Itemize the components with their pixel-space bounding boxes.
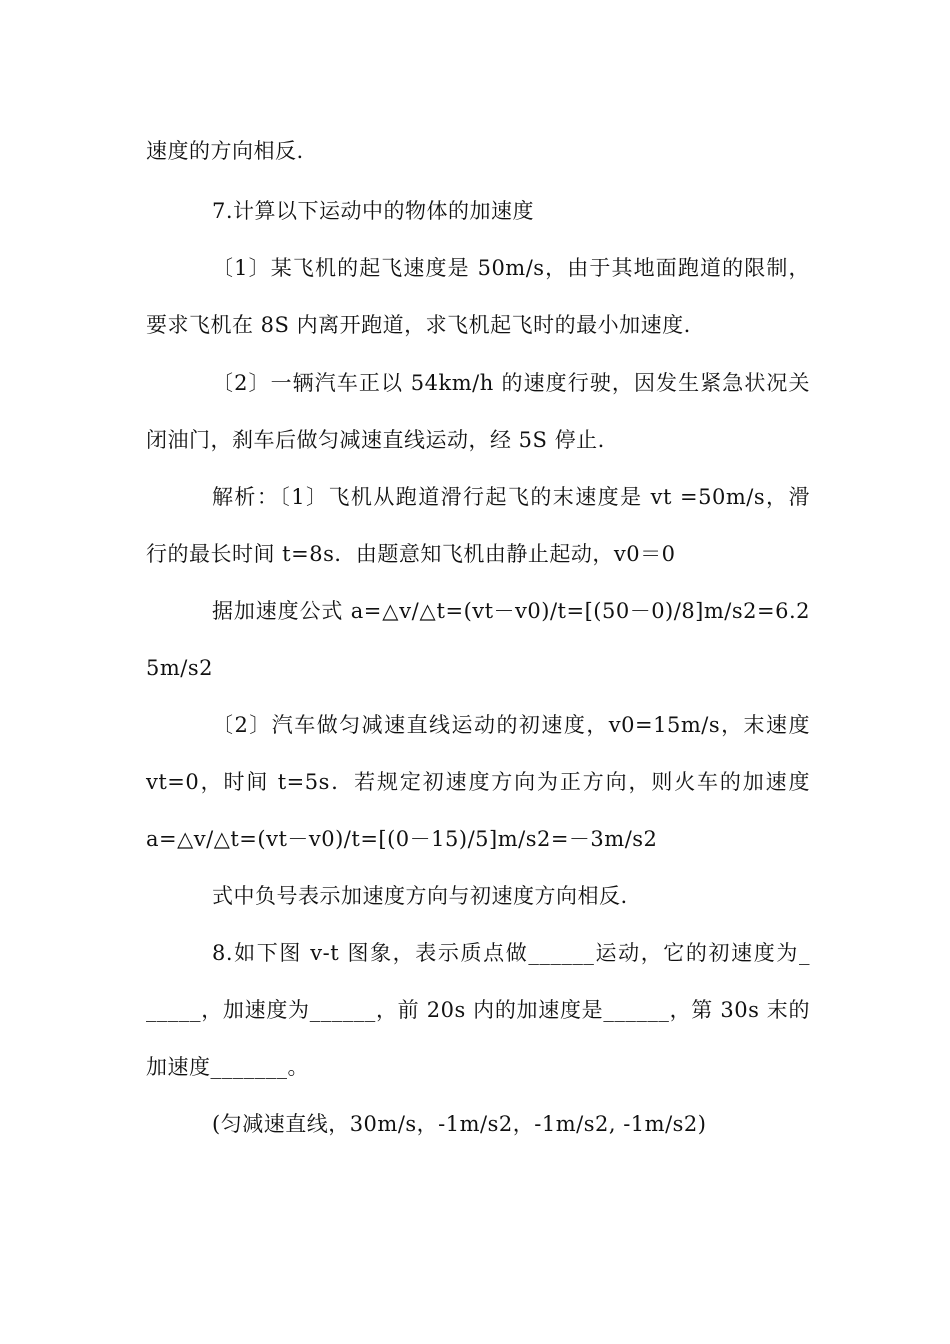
question-7-part-2-line-1: 〔2〕一辆汽车正以 54km/h 的速度行驶，因发生紧急状况关	[212, 371, 810, 395]
solution-part-1-line-1: 解析：〔1〕飞机从跑道滑行起飞的末速度是 vt =50m/s，滑	[212, 485, 810, 509]
solution-formula-line-2: 5m/s2	[146, 656, 213, 680]
solution-part-2-line-2: vt=0，时间 t=5s．若规定初速度方向为正方向，则火车的加速度	[146, 770, 810, 794]
solution-note: 式中负号表示加速度方向与初速度方向相反.	[212, 884, 628, 908]
solution-part-2-line-3: a=△v/△t=(vt－v0)/t=[(0－15)/5]m/s2=－3m/s2	[146, 827, 658, 851]
solution-part-1-line-2: 行的最长时间 t=8s．由题意知飞机由静止起动，v0＝0	[146, 542, 676, 566]
question-8-line-3: 加速度_______。	[146, 1055, 309, 1079]
question-7-part-1-line-1: 〔1〕某飞机的起飞速度是 50m/s，由于其地面跑道的限制，	[212, 256, 810, 280]
solution-formula-line-1: 据加速度公式 a=△v/△t=(vt－v0)/t=[(50－0)/8]m/s2=6.2	[212, 599, 810, 623]
question-8-line-1: 8.如下图 v-t 图象，表示质点做______运动，它的初速度为_	[212, 941, 810, 965]
question-8-line-2: _____，加速度为______，前 20s 内的加速度是______，第 30s 末的	[146, 998, 810, 1022]
text-line-1: 速度的方向相反.	[146, 139, 304, 163]
question-7-part-1-line-2: 要求飞机在 8S 内离开跑道，求飞机起飞时的最小加速度.	[146, 313, 691, 337]
question-7-part-2-line-2: 闭油门，刹车后做匀减速直线运动，经 5S 停止.	[146, 428, 605, 452]
question-8-answer: (匀减速直线，30m/s，-1m/s2，-1m/s2, -1m/s2)	[212, 1112, 707, 1136]
solution-part-2-line-1: 〔2〕汽车做匀减速直线运动的初速度，v0=15m/s，末速度	[212, 713, 810, 737]
question-7-title: 7.计算以下运动中的物体的加速度	[212, 199, 535, 223]
